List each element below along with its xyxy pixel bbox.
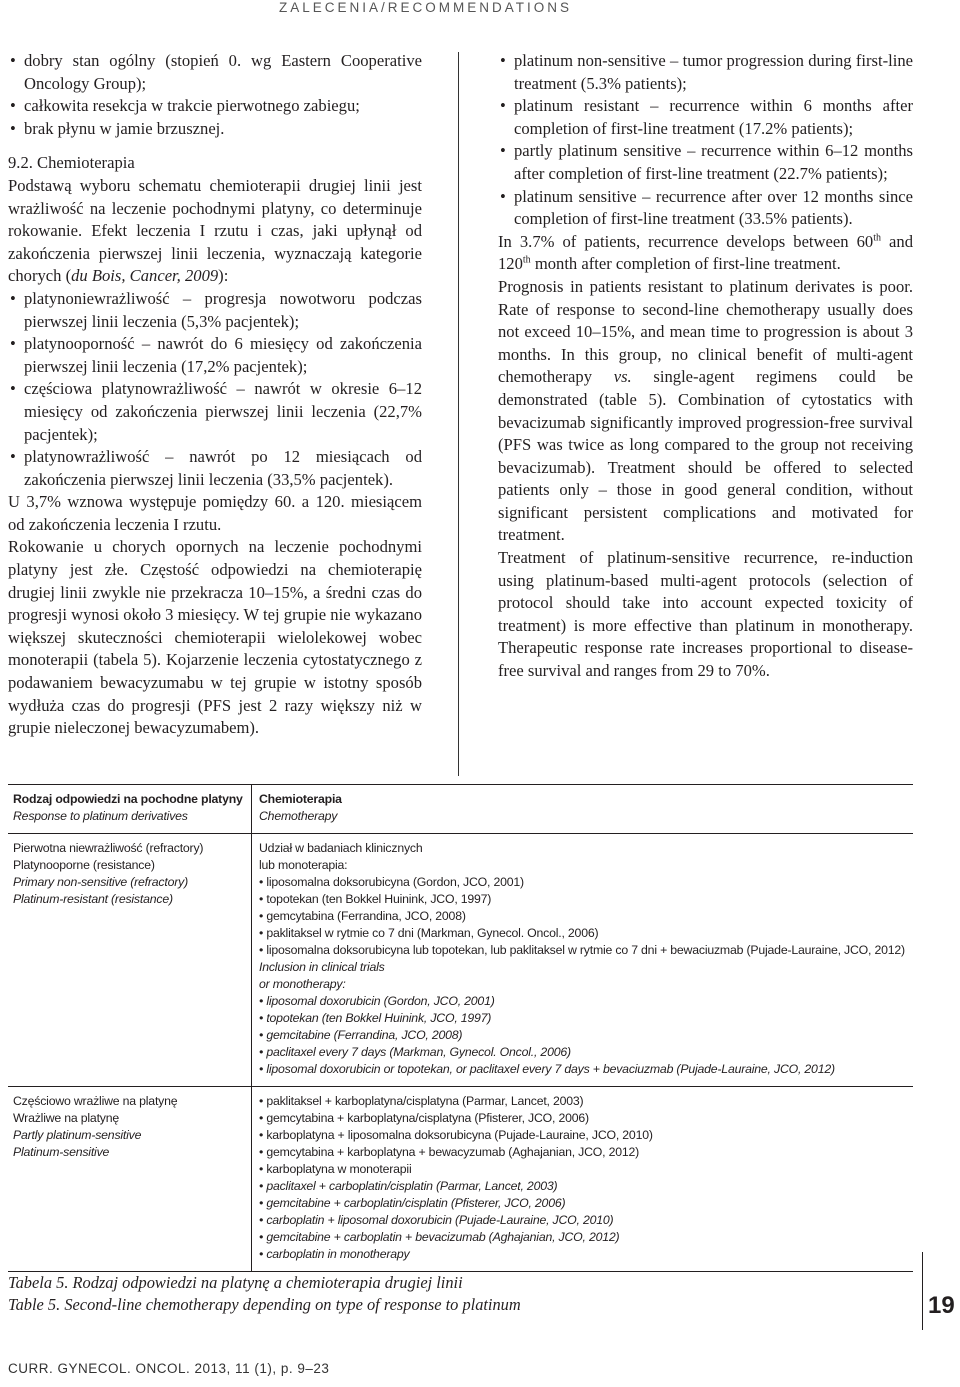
table-caption-en: Table 5. Second-line chemotherapy depending on type of response to platinum (8, 1295, 521, 1314)
table-cell-chemotherapy: Udział w badaniach klinicznych lub monoterapia: • liposomalna doksorubicyna (Gordon, JCO, 2001) • topotekan (ten Bokkel Huinink, JCO, 1997) • gemcytabina (Ferrandina, JCO, 2008) • paklitaksel w rytmie co 7 dni (Markman, Gynecol. Oncol., 2006) • liposomalna doksorubicyna lub topotekan, lub paklitaksel w rytmie co 7 dni + bewaciuzmab (Pujade-Lauraine, JCO, 2012) Inclusion in clinical trials or monotherapy: • liposomal doxorubicin (Gordon, JCO, 2001) • topotekan (ten Bokkel Huinink, JCO, 1997) • gemcitabine (Ferrandina, JCO, 2008) • paclitaxel every 7 days (Markman, Gynecol. Oncol., 2006) • liposomal doxorubicin or topotekan, or paclitaxel every 7 days + bevaciuzmab (Pujade-Lauraine, JCO, 2012) (259, 841, 905, 1076)
right-paragraph-2: Prognosis in patients resistant to platinum derivates is poor. Rate of response to second-line chemotherapy usually does not exceed 10–15%, and mean time to progression is about 3 months. In this group, no clinical benefit of multi-agent chemotherapy vs. single-agent regimens could be demonstrated (table 5). Combination of cytostatics with bevacizumab significantly improved progression-free survival (PFS was twice as long compared to the group not receiving bevacizumab). Treatment should be offered to selected patients only – those in good general condition, without significant persistent complications and motivated for treatment. (498, 276, 913, 545)
right-category-3: • partly platinum sensitive – recurrence within 6–12 months after completion of first-line treatment (22.7% patients); (498, 140, 913, 185)
column-divider (458, 52, 459, 776)
journal-footer: CURR. GYNECOL. ONCOL. 2013, 11 (1), p. 9–23 (8, 1361, 330, 1376)
right-paragraph-1: In 3.7% of patients, recurrence develops between 60th and 120th month after completion of first-line treatment. (498, 231, 913, 274)
left-category-2: • platynooporność – nawrót do 6 miesięcy od zakończenia pierwszej linii leczenia (17,2% pacjentek); (8, 333, 422, 378)
table-cell-chemotherapy: • paklitaksel + karboplatyna/cisplatyna (Parmar, Lancet, 2003) • gemcytabina + karboplatyna/cisplatyna (Pfisterer, JCO, 2006) • karboplatyna + liposomalna doksorubicyna (Pujade-Lauraine, JCO, 2010) • gemcytabina + karboplatyna + bewacyzumab (Aghajanian, JCO, 2012) • karboplatyna w monoterapii • paclitaxel + carboplatin/cisplatin (Parmar, Lancet, 2003) • gemcitabine + carboplatin/cisplatin (Pfisterer, JCO, 2006) • carboplatin + liposomal doxorubicin (Pujade-Lauraine, JCO, 2010) • gemcitabine + carboplatin + bevacizumab (Aghajanian, JCO, 2012) • carboplatin in monotherapy (259, 1094, 653, 1261)
table-row (8, 833, 913, 1086)
right-paragraph-3: Treatment of platinum-sensitive recurrence, re-induction using platinum-based multi-agent protocols (selection of protocol should take into account expected toxicity of treatment) is more effective than platinum in monotherapy. Therapeutic response rate increases proportional to disease-free survival and ranges from 29 to 70%. (498, 548, 913, 681)
right-category-4: • platinum sensitive – recurrence after over 12 months since completion of first-line treatment (33.5% patients). (498, 186, 913, 231)
right-category-1: • platinum non-sensitive – tumor progression during first-line treatment (5.3% patients); (498, 50, 913, 95)
left-paragraph-3: Rokowanie u chorych opornych na leczenie pochodnymi platyny jest złe. Częstość odpowiedzi na chemioterapię drugiej linii zwykle nie przekracza 10–15%, a średni czas do progresji wynosi około 3 miesięcy. W tej grupie nie wykazano większej skuteczności chemioterapii wielolekowej wobec monoterapii (tabela 5). Kojarzenie leczenia cytostatycznego z podawaniem bewacyzumabu w tej grupie w istotny sposób wydłuża czas do progresji (PFS jest 2 razy większy niż w grupie nieleczonej bewacyzumabem). (8, 537, 422, 738)
table-cell-response: Częściowo wrażliwe na platynę Wrażliwe na platynę Partly platinum-sensitive Platinum-sensitive (8, 1087, 252, 1271)
table-row (8, 1086, 913, 1271)
table-cell-response: Pierwotna niewrażliwość (refractory) Platynooporne (resistance) Primary non-sensitive (refractory) Platinum-resistant (resistance) (8, 834, 252, 1086)
left-category-3: • częściowa platynowrażliwość – nawrót w okresie 6–12 miesięcy od zakończenia pierwszej linii leczenia (22,7% pacjentek); (8, 378, 422, 446)
table-header-row (8, 785, 913, 833)
right-column (498, 50, 913, 683)
left-category-1: • platynoniewrażliwość – progresja nowotworu podczas pierwszej linii leczenia (5,3% pacjentek); (8, 288, 422, 333)
table-5 (8, 784, 913, 1272)
left-bullet-2: • całkowita resekcja w trakcie pierwotnego zabiegu; (8, 95, 422, 118)
left-category-4: • platynowrażliwość – nawrót po 12 miesiącach od zakończenia pierwszej linii leczenia (33,5% pacjentek). (8, 446, 422, 491)
table-caption-pl: Tabela 5. Rodzaj odpowiedzi na platynę a chemioterapia drugiej linii (8, 1273, 463, 1292)
right-category-2: • platinum resistant – recurrence within 6 months after completion of first-line treatment (17.2% patients); (498, 95, 913, 140)
left-bullet-3: • brak płynu w jamie brzusznej. (8, 118, 422, 141)
left-bullet-1: • dobry stan ogólny (stopień 0. wg Eastern Cooperative Oncology Group); (8, 50, 422, 95)
left-paragraph-2: U 3,7% wznowa występuje pomiędzy 60. a 120. miesiącem od zakończenia leczenia I rzutu. (8, 492, 422, 534)
table-caption (8, 1272, 521, 1316)
page-number-rule (922, 1252, 923, 1330)
page-number: 19 (928, 1292, 955, 1319)
left-column (8, 50, 422, 740)
section-title: 9.2. Chemioterapia (8, 153, 135, 173)
citation: du Bois, Cancer, 2009 (71, 266, 219, 286)
running-header: ZALECENIA/RECOMMENDATIONS (278, 0, 572, 15)
left-paragraph-1: Podstawą wyboru schematu chemioterapii drugiej linii jest wrażliwość na leczenie pochodnymi platyny, co determinuje rokowanie. Efekt leczenia I rzutu i czas, jaki upłynął od zakończenia pierwszej linii leczenia, wyznaczają kategorie chorych (du Bois, Cancer, 2009): (8, 175, 422, 286)
table-header-cell-2: Chemioterapia Chemotherapy (259, 792, 342, 823)
table-header-cell-1: Rodzaj odpowiedzi na pochodne platyny Response to platinum derivatives (8, 785, 252, 833)
